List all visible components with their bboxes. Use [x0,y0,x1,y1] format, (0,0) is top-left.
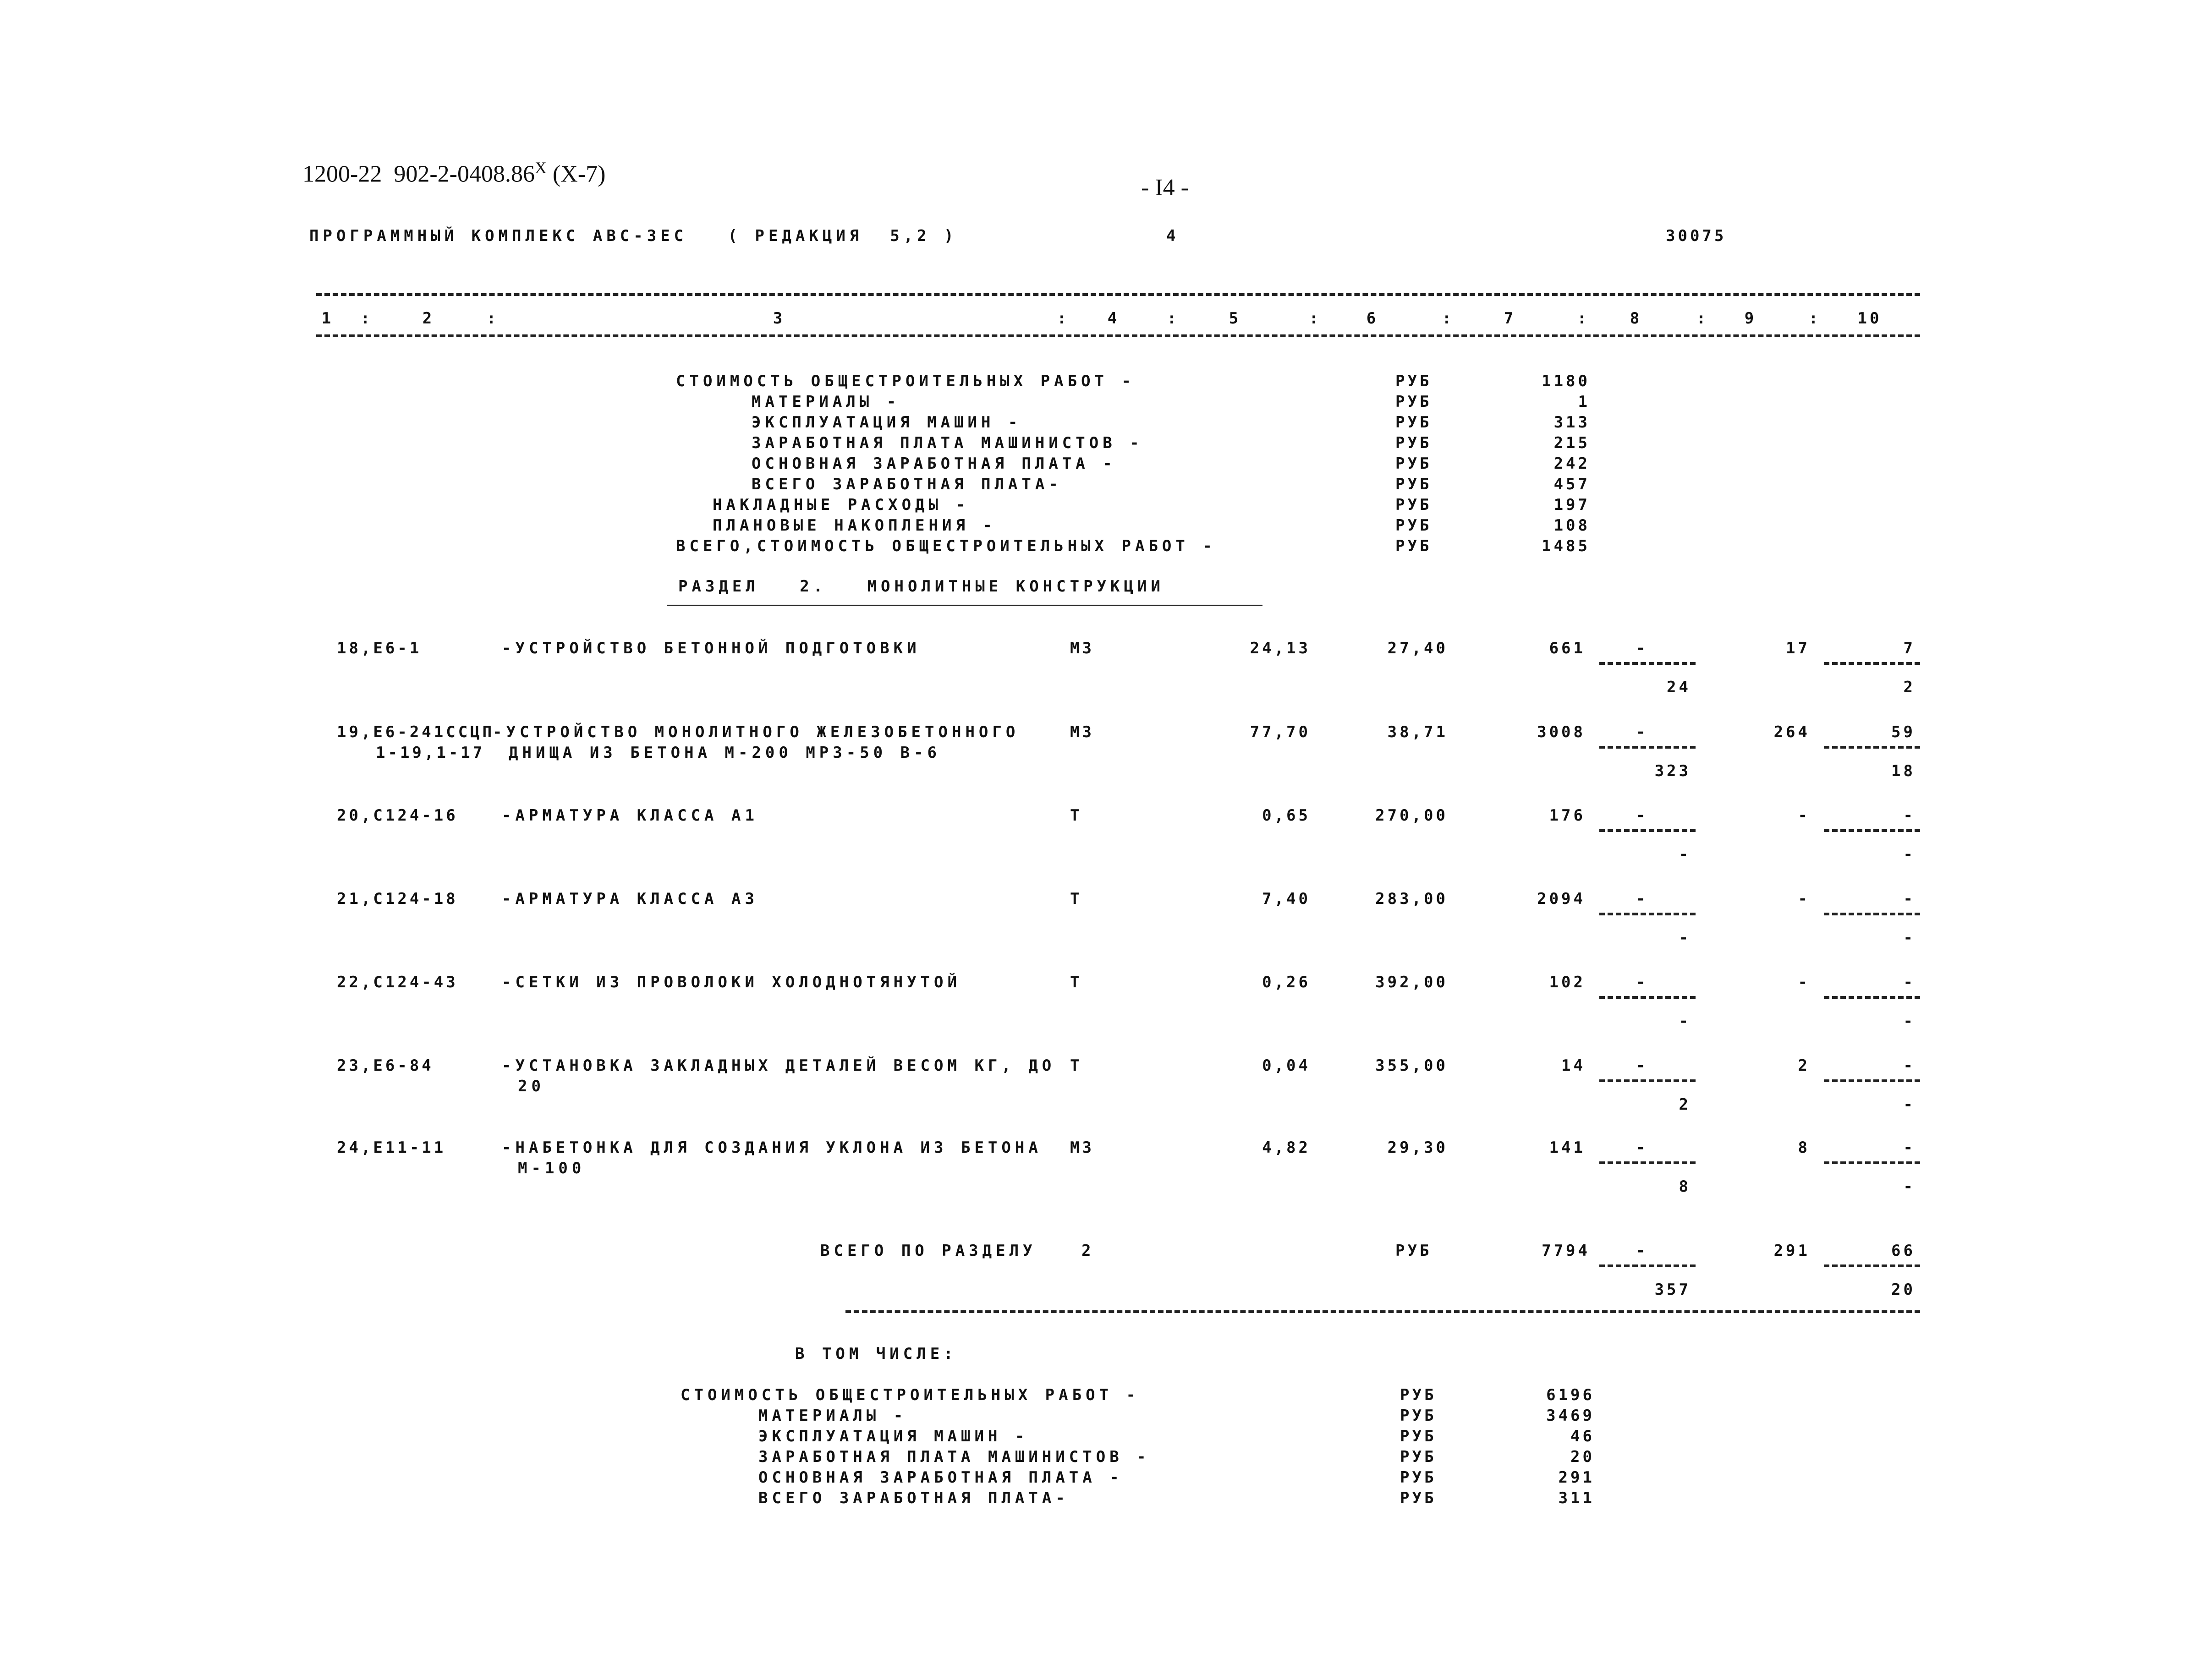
row-unit: Т [1070,973,1082,991]
row-description: -УСТРОЙСТВО БЕТОННОЙ ПОДГОТОВКИ [502,639,921,657]
row-quantity: 77,70 [1250,723,1311,741]
row-col8-bottom: 323 [1654,762,1691,780]
row-col10-top: - [1903,806,1916,825]
column-number-1: 1 [321,309,334,328]
row-code: 20,С124-16 [337,806,458,825]
summary-label: СТОИМОСТЬ ОБЩЕСТРОИТЕЛЬНЫХ РАБОТ - [681,1386,1140,1404]
row-col10-bottom: 18 [1891,762,1916,780]
row-code: 24,Е11-11 [337,1139,446,1157]
column-number-4: 4 [1107,309,1120,328]
row-col8-top: - [1636,890,1648,908]
fraction-rule [1599,996,1696,999]
summary-value: 215 [1553,434,1590,452]
section-total-col10-top: 66 [1891,1242,1916,1260]
row-unit: Т [1070,806,1082,825]
summary-label: ВСЕГО,СТОИМОСТЬ ОБЩЕСТРОИТЕЛЬНЫХ РАБОТ - [676,537,1216,555]
row-col10-top: - [1903,1056,1916,1075]
summary-label: ОСНОВНАЯ ЗАРАБОТНАЯ ПЛАТА - [758,1468,1123,1487]
row-description-cont: М-100 [518,1159,586,1177]
column-separator: : [1057,309,1070,328]
fraction-rule [1599,1079,1696,1082]
row-unit-price: 29,30 [1387,1139,1448,1157]
row-col10-bottom: - [1903,929,1916,947]
summary-value: 20 [1570,1448,1595,1466]
row-unit-price: 392,00 [1375,973,1448,991]
row-description: -АРМАТУРА КЛАССА А1 [502,806,758,825]
summary-label: ЗАРАБОТНАЯ ПЛАТА МАШИНИСТОВ - [758,1448,1150,1466]
row-unit-price: 355,00 [1375,1056,1448,1075]
row-description-cont: 20 [518,1077,545,1095]
summary-value: 197 [1553,496,1590,514]
row-description: -УСТАНОВКА ЗАКЛАДНЫХ ДЕТАЛЕЙ ВЕСОМ КГ, ДО [502,1056,1056,1075]
row-col9: - [1798,890,1810,908]
fraction-rule [1824,746,1920,749]
document-code [302,158,605,187]
column-separator: : [1696,309,1709,328]
summary-value: 313 [1553,413,1590,432]
summary-value: 242 [1553,454,1590,473]
fraction-rule [1824,996,1920,999]
column-separator: : [486,309,499,328]
row-quantity: 24,13 [1250,639,1311,657]
section-total-value: 7794 [1542,1242,1590,1260]
row-col10-top: 7 [1903,639,1916,657]
program-name: ПРОГРАММНЫЙ КОМПЛЕКС АВС-3ЕС ( РЕДАКЦИЯ 5,2 ) [309,227,958,245]
summary-label: ОСНОВНАЯ ЗАРАБОТНАЯ ПЛАТА - [752,454,1116,473]
summary-label: ВСЕГО ЗАРАБОТНАЯ ПЛАТА- [752,475,1062,493]
page-number: - I4 - [1141,175,1189,201]
section-total-col8-bottom: 357 [1654,1281,1691,1299]
fraction-rule [1824,662,1920,665]
header-rule-top [316,293,1920,296]
row-total: 2094 [1537,890,1586,908]
column-separator: : [1442,309,1455,328]
row-col9: 2 [1798,1056,1810,1075]
row-col10-bottom: - [1903,1177,1916,1196]
row-code: 23,Е6-84 [337,1056,434,1075]
including-heading: В ТОМ ЧИСЛЕ: [795,1345,957,1363]
row-total: 661 [1549,639,1586,657]
summary-value: 6196 [1546,1386,1595,1404]
section-total-col8-top: - [1636,1242,1648,1260]
column-number-7: 7 [1504,309,1516,328]
summary-label: МАТЕРИАЛЫ - [752,393,900,411]
fraction-rule [1824,1079,1920,1082]
row-col8-bottom: 24 [1667,678,1691,696]
column-separator: : [1167,309,1180,328]
column-number-6: 6 [1366,309,1379,328]
summary-unit: РУБ [1395,393,1432,411]
header-rule-bottom [316,334,1920,337]
fraction-rule [1824,1161,1920,1164]
row-col10-top: - [1903,890,1916,908]
row-description: -СЕТКИ ИЗ ПРОВОЛОКИ ХОЛОДНОТЯНУТОЙ [502,973,961,991]
row-unit: Т [1070,1056,1082,1075]
fraction-rule [1824,829,1920,832]
summary-unit: РУБ [1400,1448,1437,1466]
row-col9: 264 [1773,723,1810,741]
row-description: -АРМАТУРА КЛАССА А3 [502,890,758,908]
row-col8-bottom: - [1679,845,1691,864]
column-number-10: 10 [1857,309,1882,328]
fraction-rule [1599,746,1696,749]
row-quantity: 4,82 [1262,1139,1311,1157]
summary-label: МАТЕРИАЛЫ - [758,1407,907,1425]
summary-unit: РУБ [1400,1468,1437,1487]
section-title-underline [667,604,1262,608]
row-quantity: 7,40 [1262,890,1311,908]
row-unit: М3 [1070,723,1094,741]
row-total: 3008 [1537,723,1586,741]
row-unit: М3 [1070,639,1094,657]
section-total-label: ВСЕГО ПО РАЗДЕЛУ [820,1242,1037,1260]
row-col10-bottom: - [1903,1095,1916,1114]
row-code-extra: 1-19,1-17 [376,744,485,762]
section-total-col10-bottom: 20 [1891,1281,1916,1299]
row-code: 21,С124-18 [337,890,458,908]
row-total: 176 [1549,806,1586,825]
section-total-number: 2 [1081,1242,1094,1260]
section-total-col9: 291 [1773,1242,1810,1260]
summary-unit: РУБ [1400,1407,1437,1425]
fraction-rule [1599,662,1696,665]
row-col10-bottom: - [1903,845,1916,864]
summary-unit: РУБ [1395,516,1432,535]
summary-unit: РУБ [1395,434,1432,452]
summary-value: 46 [1570,1427,1595,1445]
total-separator-rule [845,1310,1920,1313]
row-col8-bottom: 8 [1679,1177,1691,1196]
row-col10-top: - [1903,1139,1916,1157]
summary-unit: РУБ [1400,1489,1437,1507]
row-unit-price: 270,00 [1375,806,1448,825]
row-col10-bottom: 2 [1903,678,1916,696]
row-code: 18,Е6-1 [337,639,422,657]
row-col8-bottom: - [1679,929,1691,947]
fraction-rule [1824,913,1920,915]
summary-unit: РУБ [1395,454,1432,473]
row-col10-bottom: - [1903,1012,1916,1030]
summary-value: 311 [1558,1489,1595,1507]
doc-code-text: 1200-22 902-2-0408.86 [302,161,535,187]
summary-unit: РУБ [1400,1386,1437,1404]
row-col8-top: - [1636,639,1648,657]
row-col10-top: 59 [1891,723,1916,741]
row-quantity: 0,26 [1262,973,1311,991]
summary-unit: РУБ [1400,1427,1437,1445]
row-description-cont: ДНИЩА ИЗ БЕТОНА М-200 МРЗ-50 В-6 [509,744,941,762]
row-col8-top: - [1636,1056,1648,1075]
column-number-8: 8 [1630,309,1642,328]
fraction-rule [1599,829,1696,832]
doc-code-sup: X [534,159,547,177]
summary-unit: РУБ [1395,372,1432,390]
row-col8-top: - [1636,1139,1648,1157]
summary-label: НАКЛАДНЫЕ РАСХОДЫ - [713,496,969,514]
summary-label: ВСЕГО ЗАРАБОТНАЯ ПЛАТА- [758,1489,1069,1507]
summary-value: 1485 [1542,537,1590,555]
summary-unit: РУБ [1395,475,1432,493]
row-total: 141 [1549,1139,1586,1157]
header-mark: 4 [1166,227,1179,245]
doc-code-suffix: (X-7) [546,161,606,187]
row-code: 19,Е6-241ССЦП [337,723,495,741]
row-col8-top: - [1636,723,1648,741]
row-col8-top: - [1636,806,1648,825]
row-unit: М3 [1070,1139,1094,1157]
row-quantity: 0,65 [1262,806,1311,825]
column-separator: : [360,309,373,328]
row-unit: Т [1070,890,1082,908]
fraction-rule [1599,913,1696,915]
column-separator: : [1309,309,1322,328]
row-code: 22,С124-43 [337,973,458,991]
fraction-rule [1599,1264,1696,1267]
summary-label: ЭКСПЛУАТАЦИЯ МАШИН - [752,413,1022,432]
section-total-unit: РУБ [1395,1242,1432,1260]
summary-value: 291 [1558,1468,1595,1487]
column-number-5: 5 [1229,309,1241,328]
row-unit-price: 27,40 [1387,639,1448,657]
fraction-rule [1824,1264,1920,1267]
column-separator: : [1577,309,1590,328]
summary-label: ПЛАНОВЫЕ НАКОПЛЕНИЯ - [713,516,996,535]
summary-unit: РУБ [1395,537,1432,555]
row-unit-price: 38,71 [1387,723,1448,741]
summary-value: 1 [1578,393,1590,411]
row-col9: 17 [1786,639,1810,657]
row-col8-bottom: - [1679,1012,1691,1030]
row-total: 14 [1561,1056,1586,1075]
fraction-rule [1599,1161,1696,1164]
summary-label: ЗАРАБОТНАЯ ПЛАТА МАШИНИСТОВ - [752,434,1143,452]
row-description: -НАБЕТОНКА ДЛЯ СОЗДАНИЯ УКЛОНА ИЗ БЕТОНА [502,1139,1042,1157]
column-number-3: 3 [773,309,785,328]
row-quantity: 0,04 [1262,1056,1311,1075]
row-col9: - [1798,973,1810,991]
summary-value: 3469 [1546,1407,1595,1425]
row-col9: 8 [1798,1139,1810,1157]
column-number-9: 9 [1744,309,1757,328]
summary-value: 1180 [1542,372,1590,390]
summary-label: ЭКСПЛУАТАЦИЯ МАШИН - [758,1427,1029,1445]
summary-value: 457 [1553,475,1590,493]
row-total: 102 [1549,973,1586,991]
header-code: 30075 [1666,227,1727,245]
row-col10-top: - [1903,973,1916,991]
summary-unit: РУБ [1395,413,1432,432]
summary-value: 108 [1553,516,1590,535]
row-col8-top: - [1636,973,1648,991]
row-unit-price: 283,00 [1375,890,1448,908]
section-title: РАЗДЕЛ 2. МОНОЛИТНЫЕ КОНСТРУКЦИИ [678,577,1164,596]
row-col8-bottom: 2 [1679,1095,1691,1114]
row-description: -УСТРОЙСТВО МОНОЛИТНОГО ЖЕЛЕЗОБЕТОННОГО [493,723,1020,741]
column-separator: : [1808,309,1821,328]
summary-label: СТОИМОСТЬ ОБЩЕСТРОИТЕЛЬНЫХ РАБОТ - [676,372,1135,390]
summary-unit: РУБ [1395,496,1432,514]
column-number-2: 2 [422,309,435,328]
row-col9: - [1798,806,1810,825]
